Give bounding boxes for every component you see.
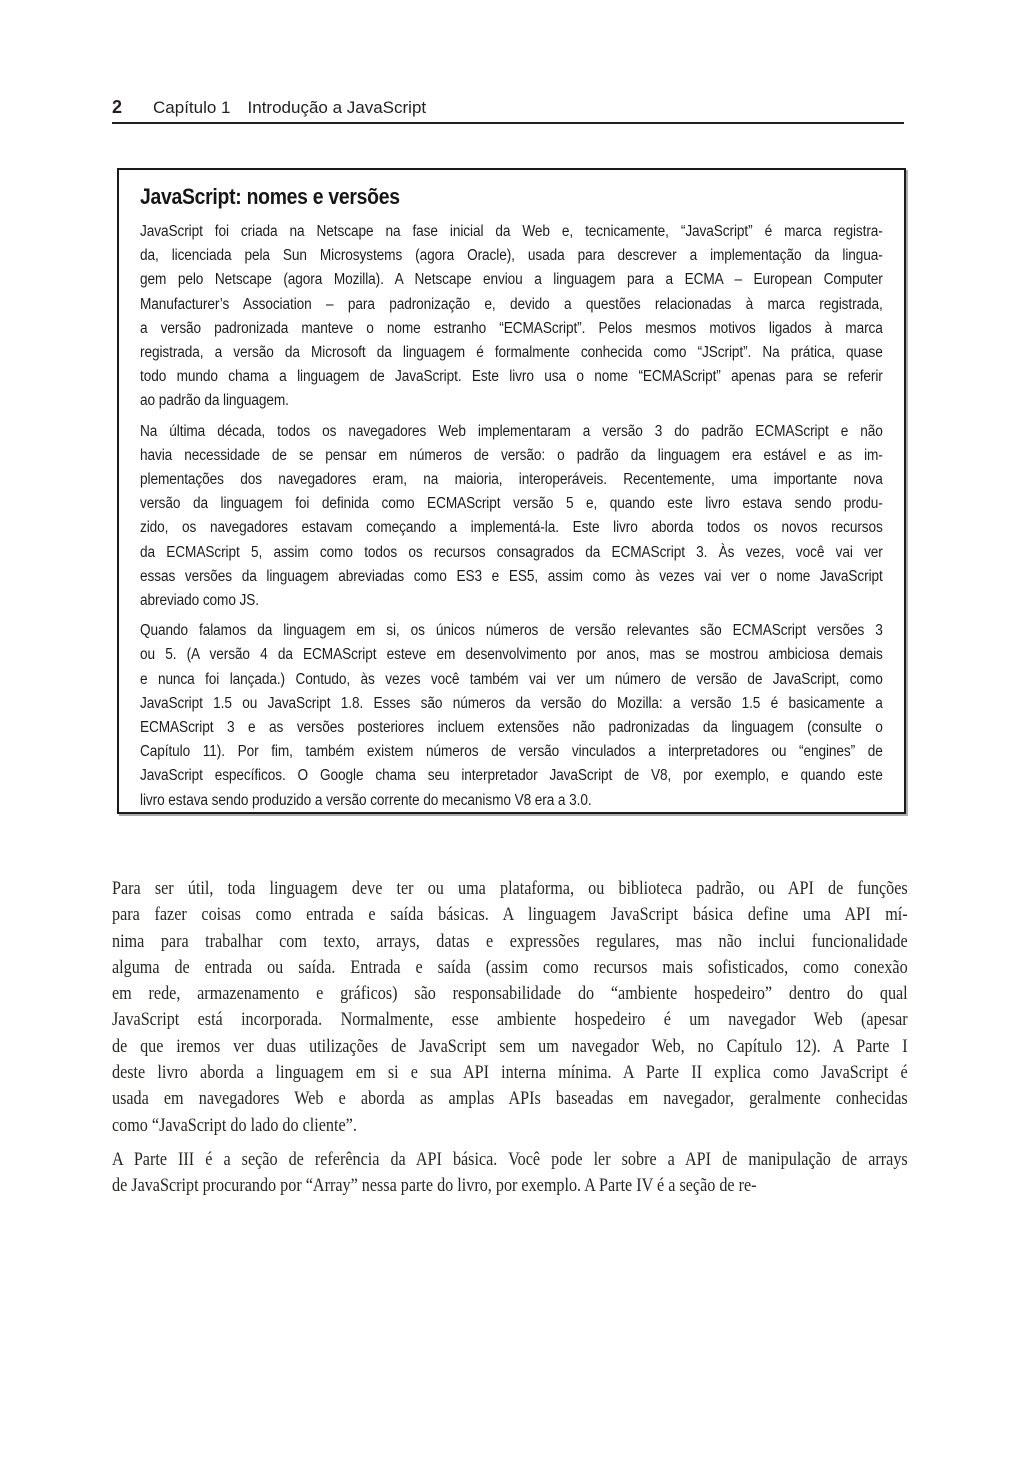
text-line: ao padrão da linguagem. — [140, 392, 289, 410]
body-paragraph-2 — [112, 1147, 908, 1200]
text-line: ECMAScript 3 e as versões posteriores incluem extensões não padronizadas da linguagem (consulte o — [140, 719, 883, 737]
callout-title: JavaScript: nomes e versões — [140, 184, 400, 209]
text-line: para fazer coisas como entrada e saída básicas. A linguagem JavaScript básica define uma API mí- — [112, 904, 908, 926]
callout-paragraph-1 — [140, 220, 883, 414]
text-line: usada em navegadores Web e aborda as amplas APIs baseadas em navegador, geralmente conhecidas — [112, 1088, 908, 1110]
text-line: Capítulo 11). Por fim, também existem números de versão vinculados a interpretadores ou “engines” de — [140, 743, 883, 761]
text-line: e nunca foi lançada.) Contudo, às vezes você também vai ver um número de versão de JavaScript, como — [140, 670, 883, 688]
text-line: nima para trabalhar com texto, arrays, datas e expressões regulares, mas não inclui funcionalidade — [112, 930, 908, 952]
text-line: ou 5. (A versão 4 da ECMAScript esteve em desenvolvimento por anos, mas se mostrou ambiciosa demais — [140, 646, 883, 664]
text-line: registrada, a versão da Microsoft da linguagem é formalmente conhecida como “JScript”. Na prática, quase — [140, 344, 883, 362]
page-header — [112, 96, 906, 119]
callout-paragraph-2 — [140, 420, 883, 614]
text-line: zido, os navegadores estavam começando a implementá-la. Este livro aborda todos os novos recursos — [140, 519, 883, 537]
text-line: da ECMAScript 5, assim como todos os recursos consagrados da ECMAScript 3. Às vezes, você vai ver — [140, 543, 883, 561]
text-line: da, licenciada pela Sun Microsystems (agora Oracle), usada para descrever a implementação da lingua- — [140, 247, 883, 265]
text-line: a versão padronizada manteve o nome estranho “ECMAScript”. Pelos mesmos motivos ligados à marca — [140, 319, 883, 337]
text-line: deste livro aborda a linguagem em si e sua API interna mínima. A Parte II explica como JavaScript é — [112, 1062, 908, 1084]
text-line: de JavaScript procurando por “Array” nessa parte do livro, por exemplo. A Parte IV é a seção de re- — [112, 1175, 757, 1197]
text-line: livro estava sendo produzido a versão corrente do mecanismo V8 era a 3.0. — [140, 791, 592, 809]
callout-content — [140, 184, 883, 813]
body-text — [112, 876, 908, 1208]
page-number: 2 — [112, 97, 123, 117]
text-line: de que iremos ver duas utilizações de JavaScript sem um navegador Web, no Capítulo 12). A Parte I — [112, 1035, 908, 1057]
body-paragraph-1 — [112, 876, 908, 1139]
text-line: Quando falamos da linguagem em si, os únicos números de versão relevantes são ECMAScript versões 3 — [140, 622, 883, 640]
text-line: plementações dos navegadores eram, na maioria, interoperáveis. Recentemente, uma importante nova — [140, 471, 883, 489]
chapter-label: Capítulo 1 — [153, 98, 231, 117]
text-line: gem pelo Netscape (agora Mozilla). A Netscape enviou a linguagem para a ECMA – European Computer — [140, 271, 883, 289]
text-line: havia necessidade de se pensar em números de versão: o padrão da linguagem era estável e as im- — [140, 446, 883, 464]
text-line: todo mundo chama a linguagem de JavaScript. Este livro usa o nome “ECMAScript” apenas para se referir — [140, 368, 883, 386]
text-line: versão da linguagem foi definida como ECMAScript versão 5 e, quando este livro estava sendo produ- — [140, 495, 883, 513]
body-content — [112, 876, 908, 1200]
text-line: JavaScript foi criada na Netscape na fase inicial da Web e, tecnicamente, “JavaScript” é marca registra- — [140, 223, 883, 240]
text-line: JavaScript 1.5 ou JavaScript 1.8. Esses são números da versão do Mozilla: a versão 1.5 é basicamente a — [140, 694, 883, 712]
text-line: Manufacturer’s Association – para padronização e, devido a questões relacionadas à marca registrada, — [140, 295, 883, 313]
text-line: JavaScript específicos. O Google chama seu interpretador JavaScript de V8, por exemplo, e quando este — [140, 767, 883, 785]
text-line: A Parte III é a seção de referência da API básica. Você pode ler sobre a API de manipulação de arrays — [112, 1148, 908, 1170]
text-line: essas versões da linguagem abreviadas como ES3 e ES5, assim como às vezes vai ver o nome JavaScript — [140, 567, 883, 585]
text-line: em rede, armazenamento e gráficos) são responsabilidade do “ambiente hospedeiro” dentro do qual — [112, 983, 908, 1005]
text-line: Na última década, todos os navegadores Web implementaram a versão 3 do padrão ECMAScript e não — [140, 422, 883, 440]
header-divider — [112, 122, 904, 124]
text-line: como “JavaScript do lado do cliente”. — [112, 1114, 357, 1136]
chapter-title: Introdução a JavaScript — [247, 98, 427, 117]
callout-box — [117, 168, 906, 814]
text-line: JavaScript está incorporada. Normalmente, esse ambiente hospedeiro é um navegador Web (apesar — [112, 1009, 908, 1031]
text-line: alguma de entrada ou saída. Entrada e saída (assim como recursos mais sofisticados, como conexão — [112, 956, 908, 978]
text-line: abreviado como JS. — [140, 592, 259, 610]
text-line: Para ser útil, toda linguagem deve ter ou uma plataforma, ou biblioteca padrão, ou API de funções — [112, 878, 908, 899]
callout-paragraph-3 — [140, 619, 883, 813]
